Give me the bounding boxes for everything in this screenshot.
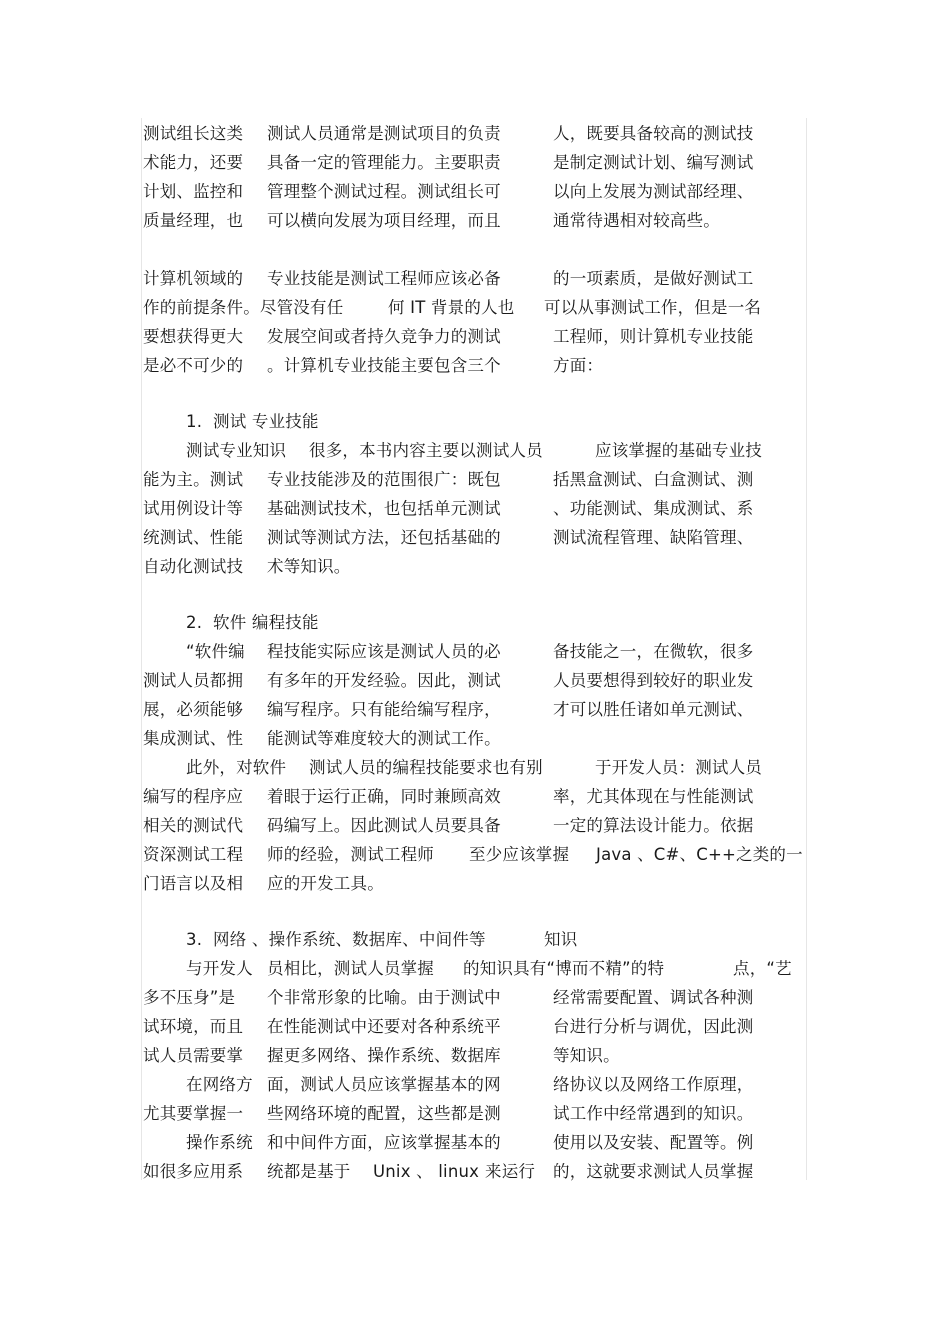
text-fragment: 测试人员通常是测试项目的负责: [267, 124, 501, 143]
text-fragment: 码编写上。因此测试人员要具备: [267, 816, 501, 835]
text-fragment: 经常需要配置、调试各种测: [553, 988, 754, 1007]
text-fragment: 试工作中经常遇到的知识。: [553, 1104, 754, 1123]
text-fragment: 作的前提条件。尽管没有任: [143, 298, 344, 317]
text-fragment: 和中间件方面，应该掌握基本的: [267, 1133, 501, 1152]
text-fragment: 自动化测试技: [143, 557, 244, 576]
text-fragment: 可以横向发展为项目经理，而且: [267, 211, 501, 230]
text-fragment: 台进行分析与调优，因此测: [553, 1017, 754, 1036]
text-fragment: 的一项素质，是做好测试工: [553, 269, 754, 288]
text-fragment: 门语言以及相: [143, 874, 244, 893]
text-fragment: 多不压身”是: [143, 988, 236, 1007]
text-fragment: 使用以及安装、配置等。例: [553, 1133, 754, 1152]
text-fragment: Java 、C#、C++之类的一: [596, 845, 803, 864]
text-fragment: 3. 网络 、操作系统、数据库、中间件等: [186, 930, 486, 949]
text-fragment: 测试组长这类: [143, 124, 244, 143]
text-fragment: 2. 软件 编程技能: [186, 613, 319, 632]
text-fragment: Unix 、 linux: [373, 1162, 480, 1181]
text-fragment: 是必不可少的: [143, 356, 244, 375]
text-fragment: 1. 测试 专业技能: [186, 412, 319, 431]
text-fragment: 尤其要掌握一: [143, 1104, 244, 1123]
text-fragment: 人，既要具备较高的测试技: [553, 124, 754, 143]
text-fragment: 一定的算法设计能力。依据: [553, 816, 754, 835]
text-fragment: 率，尤其体现在与性能测试: [553, 787, 754, 806]
text-fragment: 、功能测试、集成测试、系: [553, 499, 754, 518]
text-fragment: 点，“艺: [733, 959, 792, 978]
text-fragment: 着眼于运行正确，同时兼顾高效: [267, 787, 501, 806]
text-fragment: 测试流程管理、缺陷管理、: [553, 528, 754, 547]
text-fragment: 相关的测试代: [143, 816, 244, 835]
text-fragment: 面，测试人员应该掌握基本的网: [267, 1075, 501, 1094]
text-fragment: 操作系统: [186, 1133, 253, 1152]
text-fragment: 备技能之一，在微软，很多: [553, 642, 754, 661]
text-fragment: 于开发人员：测试人员: [595, 758, 762, 777]
text-fragment: 此外，对软件: [186, 758, 287, 777]
text-fragment: 测试人员都拥: [143, 671, 244, 690]
text-fragment: 基础测试技术，也包括单元测试: [267, 499, 501, 518]
text-fragment: 计算机领域的: [143, 269, 244, 288]
text-fragment: 编写程序。只有能给编写程序，: [267, 700, 501, 719]
text-fragment: 络协议以及网络工作原理，: [553, 1075, 754, 1094]
text-fragment: 的，这就要求测试人员掌握: [553, 1162, 754, 1181]
text-fragment: 些网络环境的配置，这些都是测: [267, 1104, 501, 1123]
text-fragment: 以向上发展为测试部经理、: [553, 182, 754, 201]
text-fragment: 是制定测试计划、编写测试: [553, 153, 754, 172]
text-fragment: 具备一定的管理能力。主要职责: [267, 153, 501, 172]
text-fragment: “软件编: [186, 642, 245, 661]
text-fragment: 能为主。测试: [143, 470, 244, 489]
text-fragment: 程技能实际应该是测试人员的必: [267, 642, 501, 661]
text-fragment: 术能力，还要: [143, 153, 244, 172]
text-fragment: 在网络方: [186, 1075, 253, 1094]
text-fragment: 测试等测试方法，还包括基础的: [267, 528, 501, 547]
text-fragment: 通常待遇相对较高些。: [553, 211, 720, 230]
text-fragment: 人员要想得到较好的职业发: [553, 671, 754, 690]
text-fragment: 测试专业知识: [186, 441, 287, 460]
text-fragment: 工程师，则计算机专业技能: [553, 327, 754, 346]
text-fragment: 集成测试、性: [143, 729, 244, 748]
text-fragment: 编写的程序应: [143, 787, 244, 806]
text-fragment: 资深测试工程: [143, 845, 244, 864]
text-fragment: 握更多网络、操作系统、数据库: [267, 1046, 501, 1065]
text-fragment: 要想获得更大: [143, 327, 244, 346]
text-fragment: 才可以胜任诸如单元测试、: [553, 700, 754, 719]
left-margin-rule: [141, 118, 142, 1180]
text-fragment: 展，必须能够: [143, 700, 244, 719]
text-fragment: 师的经验，测试工程师: [267, 845, 434, 864]
text-fragment: 如很多应用系: [143, 1162, 244, 1181]
text-fragment: 试人员需要掌: [143, 1046, 244, 1065]
text-fragment: 有多年的开发经验。因此，测试: [267, 671, 501, 690]
text-fragment: 统测试、性能: [143, 528, 244, 547]
text-fragment: 试环境，而且: [143, 1017, 244, 1036]
text-fragment: 质量经理，也: [143, 211, 244, 230]
text-fragment: 的知识具有“博而不精”的特: [463, 959, 665, 978]
text-fragment: 个非常形象的比喻。由于测试中: [267, 988, 501, 1007]
text-fragment: 管理整个测试过程。测试组长可: [267, 182, 501, 201]
text-fragment: 应该掌握的基础专业技: [595, 441, 762, 460]
text-fragment: 员相比，测试人员掌握: [267, 959, 434, 978]
text-fragment: 能测试等难度较大的测试工作。: [267, 729, 501, 748]
text-fragment: 等知识。: [553, 1046, 620, 1065]
text-fragment: 发展空间或者持久竞争力的测试: [267, 327, 501, 346]
text-fragment: 统都是基于: [267, 1162, 351, 1181]
text-fragment: 专业技能是测试工程师应该必备: [267, 269, 501, 288]
text-fragment: 知识: [544, 930, 578, 949]
text-fragment: 与开发人: [186, 959, 253, 978]
text-fragment: 应的开发工具。: [267, 874, 384, 893]
text-fragment: 来运行: [485, 1162, 536, 1181]
text-fragment: 括黑盒测试、白盒测试、测: [553, 470, 754, 489]
text-fragment: 专业技能涉及的范围很广：既包: [267, 470, 501, 489]
right-margin-rule: [806, 118, 807, 1180]
text-fragment: 可以从事测试工作，但是一名: [544, 298, 762, 317]
text-fragment: 计划、监控和: [143, 182, 244, 201]
text-fragment: 何 IT 背景的人也: [388, 298, 515, 317]
text-fragment: 在性能测试中还要对各种系统平: [267, 1017, 501, 1036]
text-fragment: 方面：: [553, 356, 604, 375]
text-fragment: 术等知识。: [267, 557, 351, 576]
text-fragment: 。计算机专业技能主要包含三个: [267, 356, 501, 375]
text-fragment: 测试人员的编程技能要求也有别: [309, 758, 543, 777]
text-fragment: 很多，本书内容主要以测试人员: [309, 441, 543, 460]
text-fragment: 至少应该掌握: [469, 845, 570, 864]
text-fragment: 试用例设计等: [143, 499, 244, 518]
